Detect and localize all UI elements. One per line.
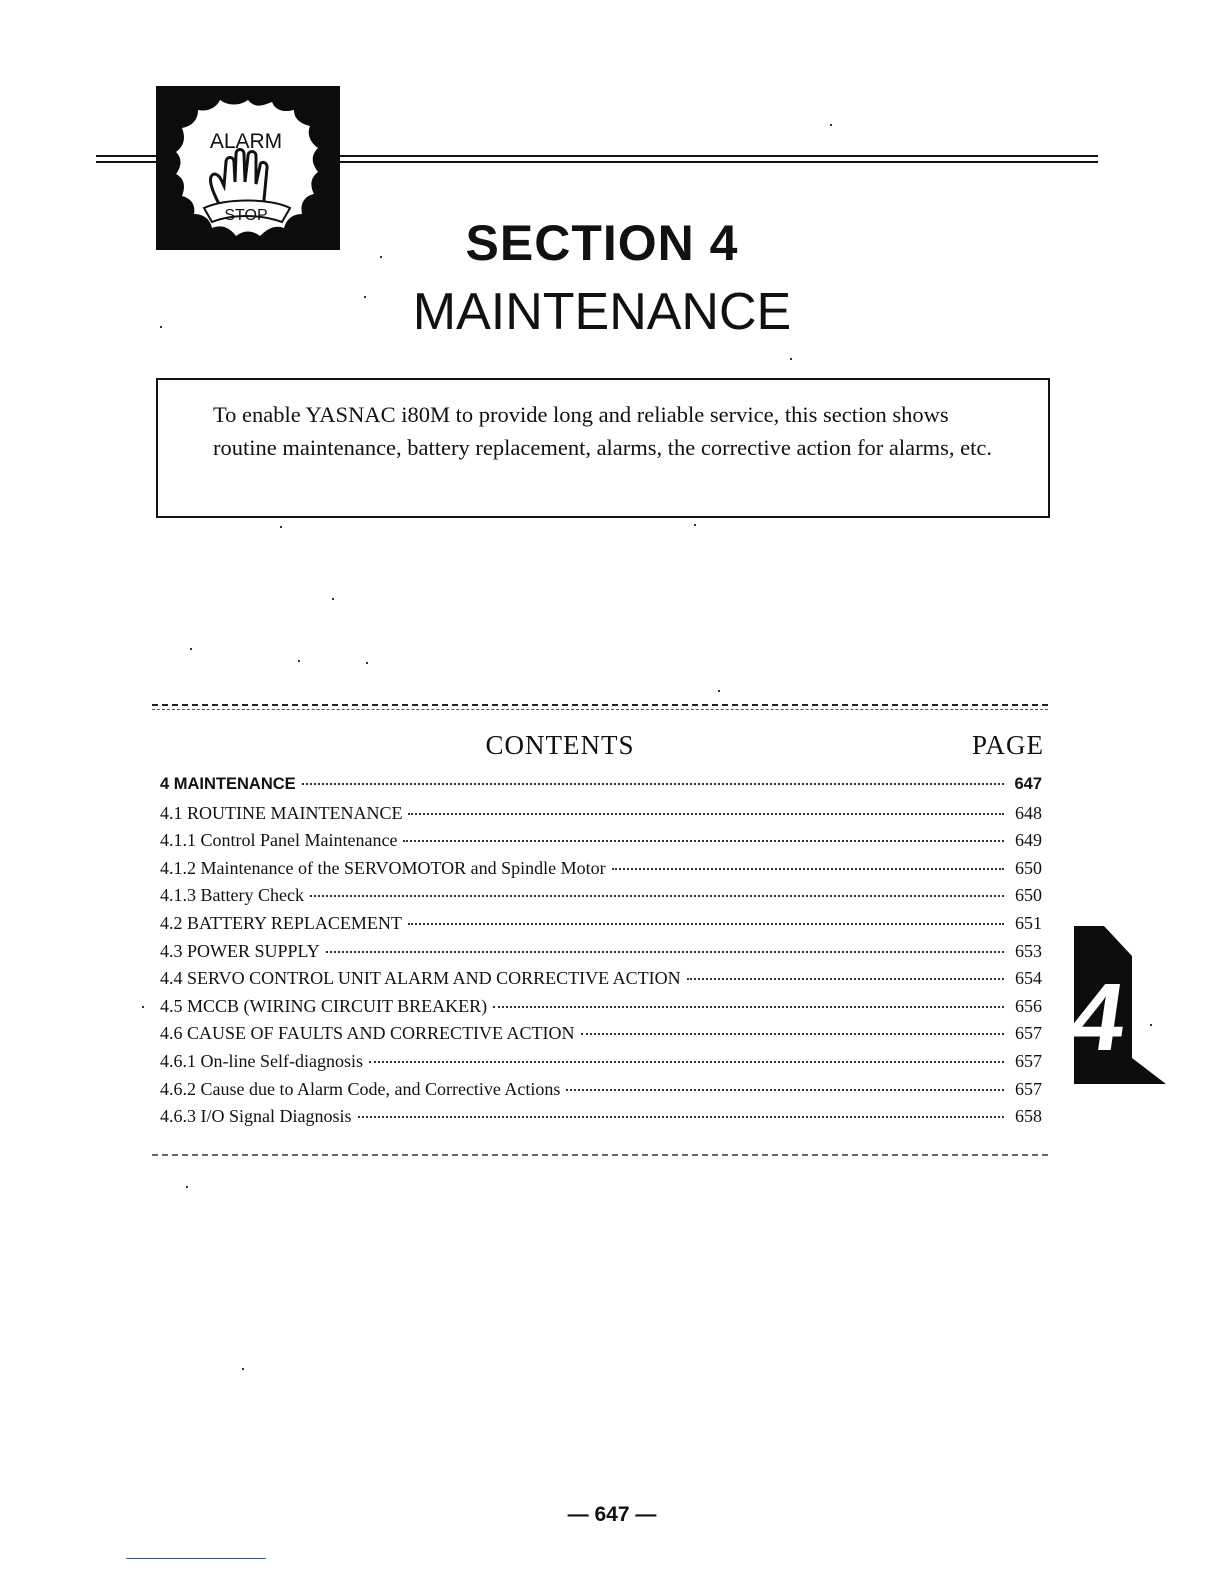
toc-page: 650 bbox=[1015, 857, 1042, 878]
toc-row[interactable] bbox=[160, 1051, 1042, 1079]
toc-label: 4.1.2 Maintenance of the SERVOMOTOR and Spindle Motor bbox=[160, 857, 606, 878]
scan-speck bbox=[790, 358, 792, 360]
alarm-stop-badge bbox=[156, 86, 340, 250]
footnote-rule bbox=[126, 1558, 266, 1559]
toc-row[interactable] bbox=[160, 968, 1042, 996]
section-title: SECTION 4 bbox=[465, 215, 739, 271]
scan-speck bbox=[1150, 1024, 1152, 1026]
scan-speck bbox=[298, 660, 300, 662]
toc-leader bbox=[408, 812, 1004, 815]
scan-speck bbox=[242, 1368, 244, 1370]
toc-label: 4.6.1 On-line Self-diagnosis bbox=[160, 1050, 363, 1071]
toc-label: 4.6.2 Cause due to Alarm Code, and Corrective Actions bbox=[160, 1078, 561, 1099]
table-of-contents bbox=[160, 775, 1042, 1134]
toc-row[interactable] bbox=[160, 941, 1042, 969]
toc-leader bbox=[302, 782, 1004, 785]
scan-speck bbox=[160, 326, 162, 328]
contents-top-rule bbox=[152, 704, 1048, 710]
contents-heading: CONTENTS bbox=[485, 730, 635, 760]
toc-leader bbox=[612, 867, 1004, 870]
toc-label: 4.4 SERVO CONTROL UNIT ALARM AND CORRECTIVE ACTION bbox=[160, 968, 681, 989]
toc-label: 4.2 BATTERY REPLACEMENT bbox=[160, 912, 402, 933]
toc-leader bbox=[369, 1060, 1004, 1063]
scan-speck bbox=[364, 296, 366, 298]
scan-speck bbox=[380, 256, 382, 258]
toc-row[interactable] bbox=[160, 913, 1042, 941]
toc-label: 4 MAINTENANCE bbox=[160, 775, 296, 793]
toc-leader bbox=[566, 1088, 1004, 1091]
page-number: — 647 — bbox=[567, 1503, 657, 1526]
scan-speck bbox=[142, 1006, 144, 1008]
toc-row[interactable] bbox=[160, 858, 1042, 886]
toc-page: 656 bbox=[1015, 995, 1042, 1016]
toc-leader bbox=[408, 922, 1004, 925]
toc-row[interactable] bbox=[160, 885, 1042, 913]
section-name: MAINTENANCE bbox=[412, 283, 792, 341]
contents-bottom-rule bbox=[152, 1154, 1048, 1156]
scan-speck bbox=[830, 124, 832, 126]
toc-page: 657 bbox=[1015, 1023, 1042, 1044]
toc-page: 647 bbox=[1014, 775, 1042, 793]
toc-label: 4.5 MCCB (WIRING CIRCUIT BREAKER) bbox=[160, 995, 488, 1016]
toc-page: 651 bbox=[1015, 912, 1042, 933]
scan-speck bbox=[190, 648, 192, 650]
toc-page: 657 bbox=[1015, 1078, 1042, 1099]
toc-page: 657 bbox=[1015, 1050, 1042, 1071]
toc-label: 4.1.1 Control Panel Maintenance bbox=[160, 830, 398, 851]
toc-leader bbox=[310, 894, 1004, 897]
scan-speck bbox=[694, 524, 696, 526]
toc-page: 649 bbox=[1015, 830, 1042, 851]
toc-page: 658 bbox=[1015, 1106, 1042, 1127]
toc-row[interactable] bbox=[160, 803, 1042, 831]
toc-leader bbox=[581, 1032, 1004, 1035]
toc-label: 4.1 ROUTINE MAINTENANCE bbox=[160, 802, 403, 823]
section-tab bbox=[1063, 926, 1166, 1084]
toc-page: 654 bbox=[1015, 968, 1042, 989]
toc-row[interactable] bbox=[160, 996, 1042, 1024]
toc-row[interactable] bbox=[160, 1079, 1042, 1107]
toc-label: 4.3 POWER SUPPLY bbox=[160, 940, 320, 961]
badge-bottom-text: STOP bbox=[224, 207, 268, 224]
toc-row[interactable] bbox=[160, 775, 1042, 803]
scan-speck bbox=[366, 662, 368, 664]
scan-speck bbox=[186, 1186, 188, 1188]
toc-row[interactable] bbox=[160, 830, 1042, 858]
scan-speck bbox=[280, 526, 282, 528]
scan-speck bbox=[332, 598, 334, 600]
page-heading: PAGE bbox=[971, 730, 1044, 760]
toc-row[interactable] bbox=[160, 1023, 1042, 1051]
toc-label: 4.1.3 Battery Check bbox=[160, 885, 304, 906]
toc-leader bbox=[403, 839, 1004, 842]
section-tab-number: 4 bbox=[1063, 964, 1132, 1071]
toc-leader bbox=[493, 1005, 1004, 1008]
intro-box bbox=[156, 378, 1050, 518]
toc-row[interactable] bbox=[160, 1106, 1042, 1134]
toc-page: 650 bbox=[1015, 885, 1042, 906]
toc-page: 648 bbox=[1015, 802, 1042, 823]
toc-label: 4.6 CAUSE OF FAULTS AND CORRECTIVE ACTION bbox=[160, 1023, 575, 1044]
toc-label: 4.6.3 I/O Signal Diagnosis bbox=[160, 1106, 352, 1127]
badge-top-text: ALARM bbox=[209, 130, 283, 153]
toc-leader bbox=[687, 977, 1004, 980]
toc-page: 653 bbox=[1015, 940, 1042, 961]
toc-leader bbox=[326, 950, 1004, 953]
scan-speck bbox=[718, 690, 720, 692]
intro-text: To enable YASNAC i80M to provide long and reliable service, this section shows routine maintenance, battery replacement, alarms, the corrective action for alarms, etc. bbox=[213, 402, 992, 460]
toc-leader bbox=[358, 1115, 1005, 1118]
